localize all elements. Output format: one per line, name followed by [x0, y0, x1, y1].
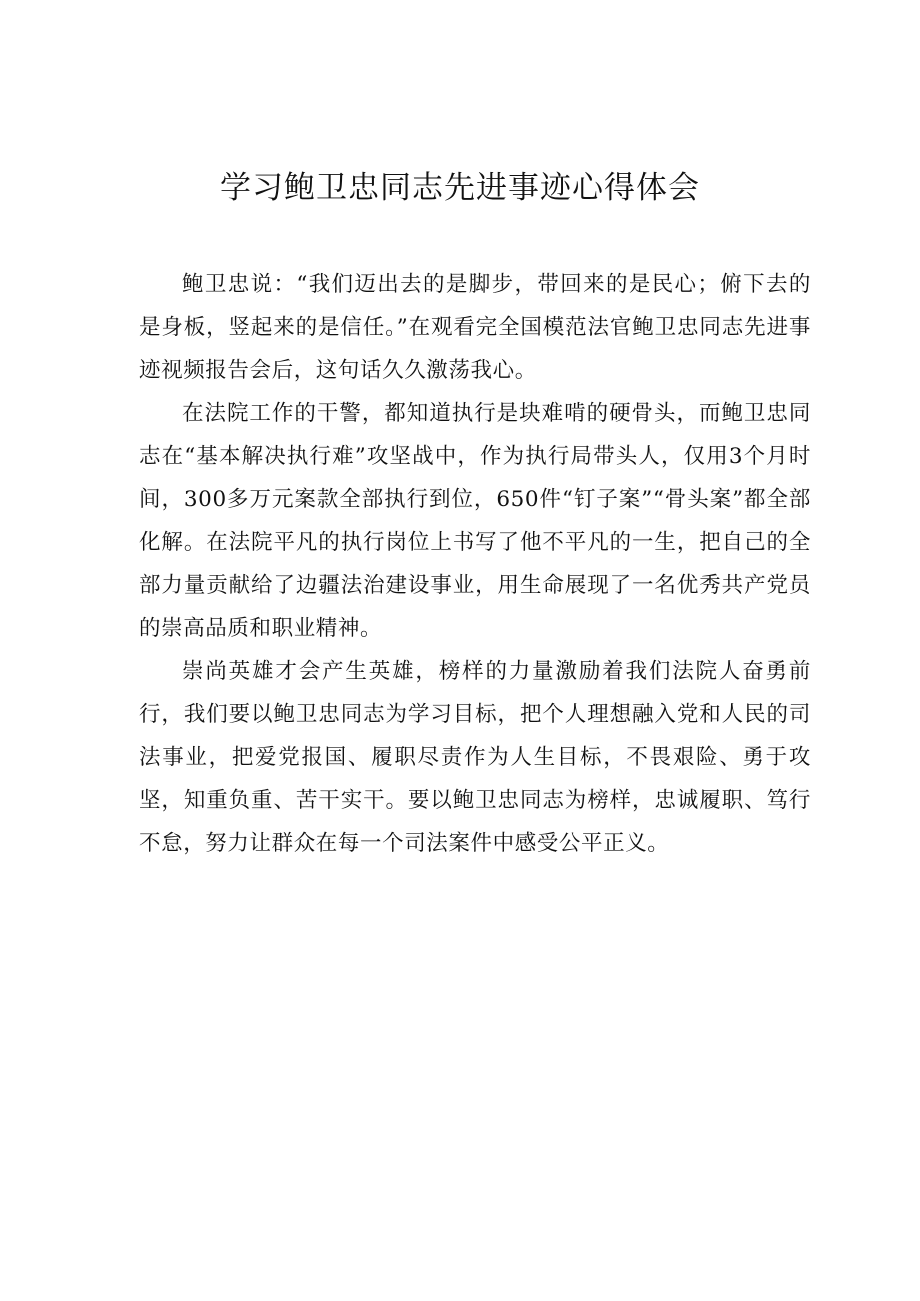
paragraph-2: 在法院工作的干警，都知道执行是块难啃的硬骨头，而鲍卫忠同志在“基本解决执行难”攻坚战中，作为执行局带头人，仅用3个月时间，300多万元案款全部执行到位，650件“钉子案”“骨头案”都全部化解。在法院平凡的执行岗位上书写了他不平凡的一生，把自己的全部力量贡献给了边疆法治建设事业，用生命展现了一名优秀共产党员的崇高品质和职业精神。 — [139, 401, 811, 641]
paragraph-1: 鲍卫忠说：“我们迈出去的是脚步，带回来的是民心；俯下去的是身板，竖起来的是信任。”在观看完全国模范法官鲍卫忠同志先进事迹视频报告会后，这句话久久激荡我心。 — [139, 272, 811, 383]
document-body — [139, 263, 811, 865]
paragraph-3: 崇尚英雄才会产生英雄，榜样的力量激励着我们法院人奋勇前行，我们要以鲍卫忠同志为学习目标，把个人理想融入党和人民的司法事业，把爱党报国、履职尽责作为人生目标，不畏艰险、勇于攻坚，知重负重、苦干实干。要以鲍卫忠同志为榜样，忠诚履职、笃行不怠，努力让群众在每一个司法案件中感受公平正义。 — [139, 659, 811, 856]
document-title: 学习鲍卫忠同志先进事迹心得体会 — [220, 170, 700, 206]
